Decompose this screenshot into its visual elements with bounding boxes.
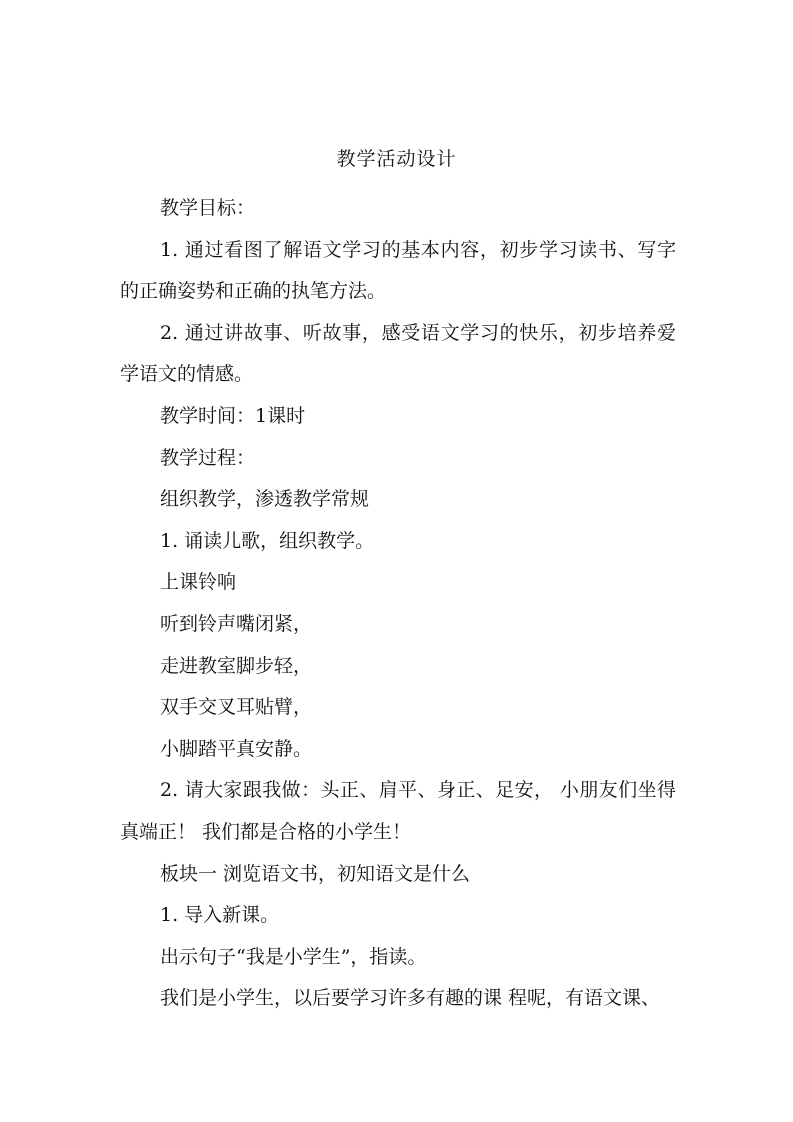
paragraph-goal-2: 2. 通过讲故事、听故事，感受语文学习的快乐，初步培养爱学语文的情感。	[120, 321, 676, 386]
paragraph-show-sentence: 出示句子“我是小学生”，指读。	[160, 945, 427, 968]
paragraph-teaching-time: 教学时间：1课时	[160, 404, 306, 427]
paragraph-organize-teaching: 组织教学，渗透教学常规	[160, 488, 370, 511]
paragraph-teaching-goals-heading: 教学目标：	[160, 197, 256, 219]
document-body	[120, 188, 676, 1020]
paragraph-rhyme-line-4: 小脚踏平真安静。	[160, 737, 313, 760]
paragraph-introduce-lesson: 1. 导入新课。	[160, 904, 280, 927]
paragraph-bell-rings: 上课铃响	[160, 571, 237, 594]
paragraph-we-are-students: 我们是小学生，以后要学习许多有趣的课 程呢，有语文课、	[160, 987, 661, 1010]
paragraph-rhyme-line-3: 双手交叉耳贴臂，	[160, 696, 313, 719]
paragraph-rhyme-line-1: 听到铃声嘴闭紧，	[160, 612, 313, 635]
paragraph-goal-1: 1. 通过看图了解语文学习的基本内容，初步学习读书、写字的正确姿势和正确的执笔方法。	[120, 238, 676, 303]
paragraph-step-1: 1. 诵读儿歌，组织教学。	[160, 529, 375, 552]
paragraph-teaching-process-heading: 教学过程：	[160, 446, 256, 469]
document-title: 教学活动设计	[336, 148, 457, 170]
paragraph-section-1-heading: 板块一 浏览语文书，初知语文是什么	[160, 862, 471, 885]
paragraph-step-2: 2. 请大家跟我做：头正、肩平、身正、足安， 小朋友们坐得真端正！ 我们都是合格的小学生！	[120, 779, 676, 843]
paragraph-rhyme-line-2: 走进教室脚步轻，	[160, 654, 313, 677]
